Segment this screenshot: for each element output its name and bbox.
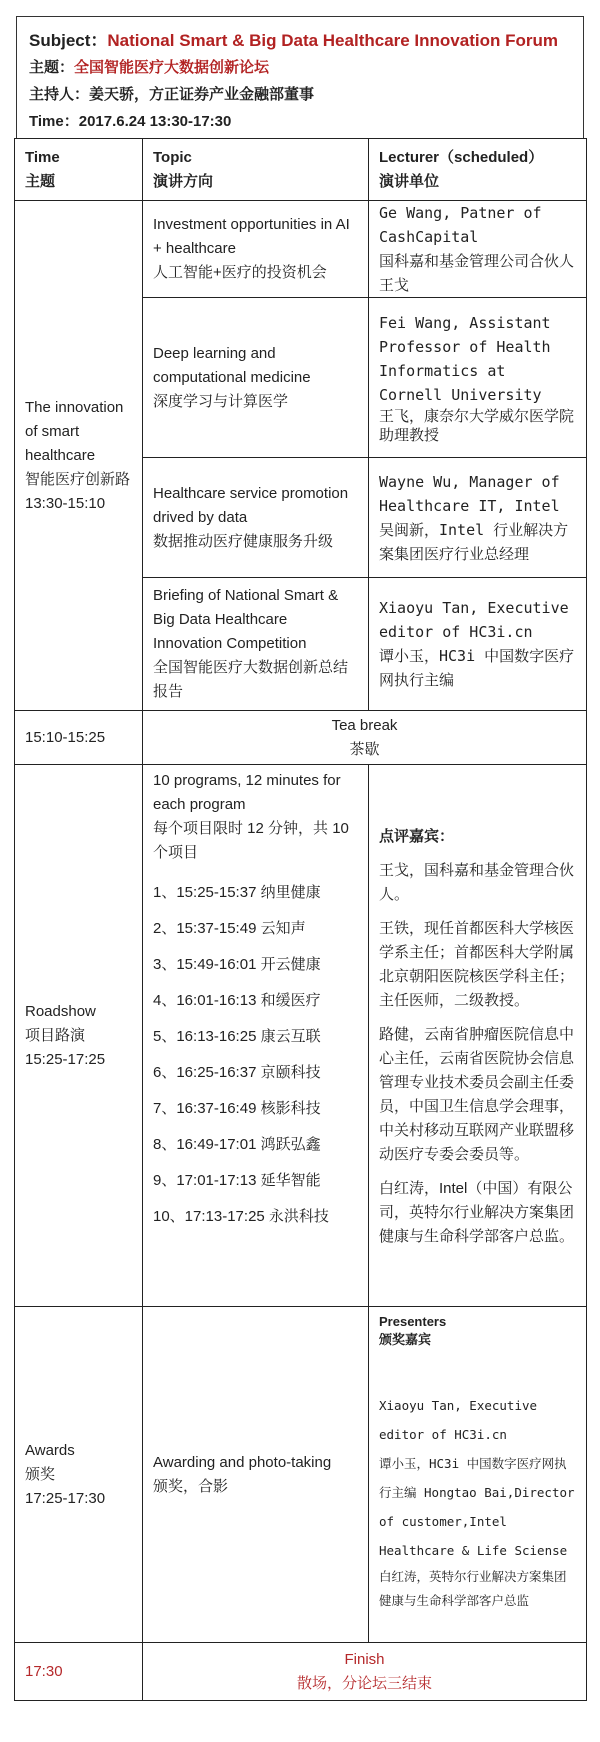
roadshow-cell xyxy=(15,765,143,1307)
roadshow-time: 15:25-17:25 xyxy=(25,1050,106,1068)
finish-en: Finish xyxy=(344,1650,385,1668)
presenters-label-zh: 颁奖嘉宾 xyxy=(379,1332,432,1347)
list-item: 5、16:13-16:25 康云互联 xyxy=(153,1028,321,1045)
tea-break-cell xyxy=(143,711,587,765)
reviewer-item: 路健，云南省肿瘤医院信息中心主任，云南省医院协会信息管理专业技术委员会副主任委员，中国卫生信息学会理事，中关村移动互联网产业联盟移动医疗专委会委员等。 xyxy=(379,1026,575,1163)
awards-presenters xyxy=(369,1307,587,1643)
awards-topic-en: Awarding and photo-taking xyxy=(153,1453,332,1471)
talk1-topic-zh: 人工智能+医疗的投资机会 xyxy=(153,264,327,281)
spacer xyxy=(379,1349,576,1391)
list-item: 1、15:25-15:37 纳里健康 xyxy=(153,884,321,901)
list-item: 10、17:13-17:25 永洪科技 xyxy=(153,1208,329,1225)
list-item: 7、16:37-16:49 核影科技 xyxy=(153,1100,321,1117)
awards-time: 17:25-17:30 xyxy=(25,1489,106,1507)
awards-topic-zh: 颁奖，合影 xyxy=(153,1477,229,1495)
session1-title-en: The innovation of smart healthcare xyxy=(25,398,124,464)
awards-cell xyxy=(15,1307,143,1643)
theme-title: 全国智能医疗大数据创新论坛 xyxy=(74,59,270,76)
talk1-lecturer-zh: 国科嘉和基金管理公司合伙人 王戈 xyxy=(379,252,575,294)
talk3-topic-en: Healthcare service promotion drived by data xyxy=(153,484,349,526)
header-topic-en: Topic xyxy=(153,148,192,166)
presenters-text-mid: 谭小玉，HC3i 中国数字医疗网执行主编 Hongtao Bai,Director of customer,Intel Healthcare & Life Sciense xyxy=(379,1456,575,1558)
talk2-lecturer xyxy=(369,298,587,458)
table-row xyxy=(15,201,587,298)
agenda-header xyxy=(16,16,584,138)
header-topic xyxy=(143,139,369,201)
awards-title-zh: 颁奖 xyxy=(25,1465,56,1483)
list-item: 9、17:01-17:13 延华智能 xyxy=(153,1172,321,1189)
talk4-lecturer xyxy=(369,578,587,711)
spacer xyxy=(379,1013,576,1023)
roadshow-title-en: Roadshow xyxy=(25,1002,96,1020)
talk3-lecturer-zh: 吴闽新，Intel 行业解决方案集团医疗行业总经理 xyxy=(379,520,569,563)
session1-cell xyxy=(15,201,143,711)
talk2-lecturer-en: Fei Wang, Assistant Professor of Health Informatics at Cornell University xyxy=(379,313,551,404)
spacer xyxy=(379,907,576,917)
awards-title-en: Awards xyxy=(25,1441,75,1459)
time-line: Time：2017.6.24 13:30-17:30 xyxy=(29,113,232,130)
talk3-topic xyxy=(143,458,369,578)
talk2-topic-en: Deep learning and computational medicine xyxy=(153,344,311,386)
session1-title-zh: 智能医疗创新路 xyxy=(25,470,131,488)
tea-time: 15:10-15:25 xyxy=(15,711,143,765)
talk4-lecturer-zh: 谭小玉，HC3i 中国数字医疗网执行主编 xyxy=(379,647,575,689)
list-item: 6、16:25-16:37 京颐科技 xyxy=(153,1064,321,1081)
presenters-text-en: Xiaoyu Tan, Executive editor of HC3i.cn xyxy=(379,1398,538,1442)
header-lecturer xyxy=(369,139,587,201)
talk2-topic xyxy=(143,298,369,458)
schedule-table xyxy=(14,138,587,1701)
spacer xyxy=(153,865,358,875)
finish-zh: 散场，分论坛三结束 xyxy=(296,1674,432,1692)
reviewer-item: 王戈，国科嘉和基金管理合伙人。 xyxy=(379,862,575,903)
talk1-topic-en: Investment opportunities in AI + healthcare xyxy=(153,216,350,257)
host-line: 主持人：姜天骄，方正证券产业金融部董事 xyxy=(29,86,315,103)
roadshow-reviewers xyxy=(369,765,587,1307)
talk4-lecturer-en: Xiaoyu Tan, Executive editor of HC3i.cn xyxy=(379,599,569,641)
table-row xyxy=(15,765,587,1307)
talk3-lecturer-en: Wayne Wu, Manager of Healthcare IT, Intel xyxy=(379,472,560,515)
subject-title: National Smart & Big Data Healthcare Innovation Forum xyxy=(107,31,558,50)
roadshow-programs xyxy=(143,765,369,1307)
spacer xyxy=(379,849,576,859)
reviewers-label: 点评嘉宾： xyxy=(379,828,455,845)
tea-break-en: Tea break xyxy=(331,716,398,734)
theme-line xyxy=(29,54,571,81)
talk1-lecturer xyxy=(369,201,587,298)
presenters-label-en: Presenters xyxy=(379,1314,447,1329)
header-time xyxy=(15,139,143,201)
header-topic-zh: 演讲方向 xyxy=(153,172,214,190)
header-lecturer-zh: 演讲单位 xyxy=(379,172,440,190)
finish-time: 17:30 xyxy=(15,1643,143,1701)
awards-topic xyxy=(143,1307,369,1643)
subject-label: Subject： xyxy=(29,31,108,50)
roadshow-intro-en: 10 programs, 12 minutes for each program xyxy=(153,772,341,813)
session1-time: 13:30-15:10 xyxy=(25,494,106,512)
presenters-text-zh: 白红涛，英特尔行业解决方案集团健康与生命科学部客户总监 xyxy=(379,1569,567,1608)
list-item: 8、16:49-17:01 鸿跃弘鑫 xyxy=(153,1136,321,1153)
tea-break-zh: 茶歇 xyxy=(349,740,380,758)
talk1-topic xyxy=(143,201,369,298)
list-item: 3、15:49-16:01 开云健康 xyxy=(153,956,321,973)
talk3-lecturer xyxy=(369,458,587,578)
table-row xyxy=(15,1643,587,1701)
finish-cell xyxy=(143,1643,587,1701)
talk3-topic-zh: 数据推动医疗健康服务升级 xyxy=(153,532,334,550)
talk2-lecturer-zh: 王飞，康奈尔大学威尔医学院助理教授 xyxy=(379,406,575,444)
roadshow-title-zh: 项目路演 xyxy=(25,1026,86,1044)
talk2-topic-zh: 深度学习与计算医学 xyxy=(153,392,289,410)
talk4-topic-en: Briefing of National Smart & Big Data Healthcare Innovation Competition xyxy=(153,587,339,652)
table-row xyxy=(15,711,587,765)
subject-line xyxy=(29,27,571,54)
list-item: 2、15:37-15:49 云知声 xyxy=(153,920,306,937)
spacer xyxy=(379,1167,576,1177)
list-item: 4、16:01-16:13 和缓医疗 xyxy=(153,992,321,1009)
talk4-topic-zh: 全国智能医疗大数据创新总结报告 xyxy=(153,659,349,700)
reviewer-item: 白红涛，Intel（中国）有限公司，英特尔行业解决方案集团 健康与生命科学部客户总监。 xyxy=(379,1180,575,1245)
table-row xyxy=(15,1307,587,1643)
talk1-lecturer-en: Ge Wang, Patner of CashCapital xyxy=(379,204,542,246)
header-time-en: Time xyxy=(25,148,60,166)
talk4-topic xyxy=(143,578,369,711)
reviewer-item: 王铁，现任首都医科大学核医学系主任；首都医科大学附属北京朝阳医院核医学科主任；主任医师，二级教授。 xyxy=(379,920,575,1009)
theme-label: 主题： xyxy=(29,59,75,76)
table-header-row xyxy=(15,139,587,201)
header-time-zh: 主题 xyxy=(25,172,56,190)
roadshow-intro-zh: 每个项目限时 12 分钟，共 10 个项目 xyxy=(153,820,349,861)
header-lecturer-en: Lecturer（scheduled） xyxy=(379,148,544,166)
